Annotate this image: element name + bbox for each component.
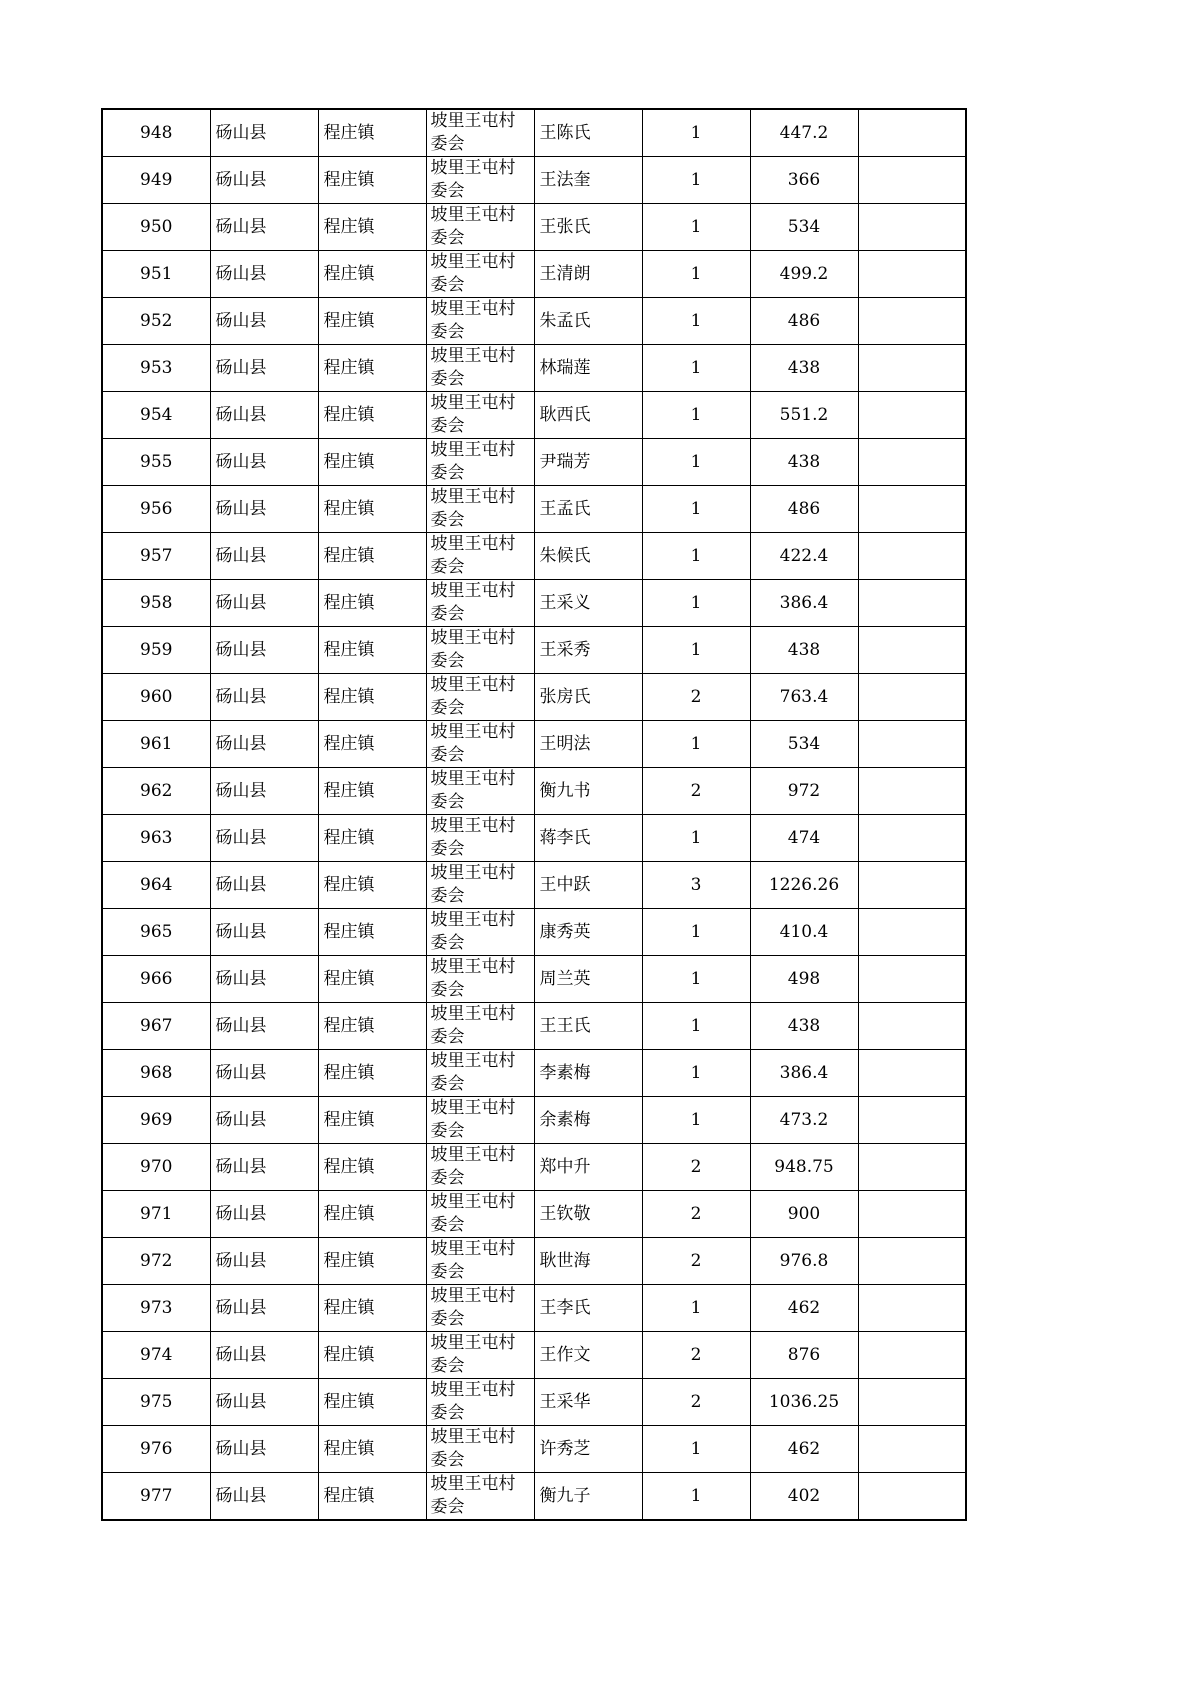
person-name-cell: 朱候氏: [534, 533, 642, 580]
town-cell: 程庄镇: [318, 580, 426, 627]
village-cell: 坡里王屯村委会: [426, 1003, 534, 1050]
person-name-cell: 王清朗: [534, 251, 642, 298]
row-number-cell: 954: [102, 392, 210, 439]
table-row: [102, 298, 966, 345]
village-cell: 坡里王屯村委会: [426, 345, 534, 392]
town-cell: 程庄镇: [318, 1285, 426, 1332]
amount-cell: 473.2: [750, 1097, 858, 1144]
amount-cell: 763.4: [750, 674, 858, 721]
remark-cell: [858, 204, 966, 251]
town-cell: 程庄镇: [318, 1144, 426, 1191]
village-cell: 坡里王屯村委会: [426, 1379, 534, 1426]
remark-cell: [858, 768, 966, 815]
person-name-cell: 王中跃: [534, 862, 642, 909]
row-number-cell: 962: [102, 768, 210, 815]
county-cell: 砀山县: [210, 1426, 318, 1473]
village-cell: 坡里王屯村委会: [426, 1191, 534, 1238]
row-number-cell: 953: [102, 345, 210, 392]
town-cell: 程庄镇: [318, 298, 426, 345]
town-cell: 程庄镇: [318, 674, 426, 721]
row-number-cell: 958: [102, 580, 210, 627]
remark-cell: [858, 1003, 966, 1050]
row-number-cell: 977: [102, 1473, 210, 1521]
town-cell: 程庄镇: [318, 1332, 426, 1379]
county-cell: 砀山县: [210, 157, 318, 204]
row-number-cell: 970: [102, 1144, 210, 1191]
remark-cell: [858, 721, 966, 768]
person-name-cell: 王王氏: [534, 1003, 642, 1050]
person-name-cell: 李素梅: [534, 1050, 642, 1097]
person-name-cell: 朱孟氏: [534, 298, 642, 345]
remark-cell: [858, 486, 966, 533]
village-cell: 坡里王屯村委会: [426, 1238, 534, 1285]
remark-cell: [858, 392, 966, 439]
person-name-cell: 王法奎: [534, 157, 642, 204]
town-cell: 程庄镇: [318, 533, 426, 580]
county-cell: 砀山县: [210, 1285, 318, 1332]
town-cell: 程庄镇: [318, 956, 426, 1003]
household-count-cell: 1: [642, 1097, 750, 1144]
person-name-cell: 王采华: [534, 1379, 642, 1426]
household-count-cell: 1: [642, 627, 750, 674]
household-count-cell: 1: [642, 956, 750, 1003]
person-name-cell: 林瑞莲: [534, 345, 642, 392]
household-count-cell: 1: [642, 157, 750, 204]
village-cell: 坡里王屯村委会: [426, 1332, 534, 1379]
amount-cell: 948.75: [750, 1144, 858, 1191]
row-number-cell: 969: [102, 1097, 210, 1144]
village-cell: 坡里王屯村委会: [426, 1426, 534, 1473]
household-count-cell: 2: [642, 768, 750, 815]
amount-cell: 900: [750, 1191, 858, 1238]
table-row: [102, 1473, 966, 1521]
remark-cell: [858, 1191, 966, 1238]
table-row: [102, 1191, 966, 1238]
town-cell: 程庄镇: [318, 862, 426, 909]
remark-cell: [858, 1426, 966, 1473]
amount-cell: 474: [750, 815, 858, 862]
person-name-cell: 王作文: [534, 1332, 642, 1379]
person-name-cell: 王明法: [534, 721, 642, 768]
row-number-cell: 975: [102, 1379, 210, 1426]
household-count-cell: 1: [642, 815, 750, 862]
row-number-cell: 960: [102, 674, 210, 721]
table-row: [102, 1426, 966, 1473]
amount-cell: 486: [750, 486, 858, 533]
household-count-cell: 1: [642, 580, 750, 627]
amount-cell: 486: [750, 298, 858, 345]
town-cell: 程庄镇: [318, 1473, 426, 1521]
remark-cell: [858, 1097, 966, 1144]
town-cell: 程庄镇: [318, 109, 426, 157]
village-cell: 坡里王屯村委会: [426, 1144, 534, 1191]
household-count-cell: 1: [642, 1285, 750, 1332]
village-cell: 坡里王屯村委会: [426, 109, 534, 157]
town-cell: 程庄镇: [318, 909, 426, 956]
town-cell: 程庄镇: [318, 1050, 426, 1097]
remark-cell: [858, 1238, 966, 1285]
village-cell: 坡里王屯村委会: [426, 204, 534, 251]
county-cell: 砀山县: [210, 345, 318, 392]
county-cell: 砀山县: [210, 815, 318, 862]
row-number-cell: 952: [102, 298, 210, 345]
county-cell: 砀山县: [210, 580, 318, 627]
table-row: [102, 909, 966, 956]
remark-cell: [858, 1332, 966, 1379]
amount-cell: 438: [750, 439, 858, 486]
table-row: [102, 1003, 966, 1050]
village-cell: 坡里王屯村委会: [426, 486, 534, 533]
table-row: [102, 1097, 966, 1144]
remark-cell: [858, 862, 966, 909]
row-number-cell: 974: [102, 1332, 210, 1379]
county-cell: 砀山县: [210, 1332, 318, 1379]
town-cell: 程庄镇: [318, 768, 426, 815]
village-cell: 坡里王屯村委会: [426, 1097, 534, 1144]
table-row: [102, 1238, 966, 1285]
table-row: [102, 251, 966, 298]
county-cell: 砀山县: [210, 298, 318, 345]
county-cell: 砀山县: [210, 533, 318, 580]
town-cell: 程庄镇: [318, 486, 426, 533]
amount-cell: 534: [750, 721, 858, 768]
village-cell: 坡里王屯村委会: [426, 768, 534, 815]
household-count-cell: 1: [642, 109, 750, 157]
village-cell: 坡里王屯村委会: [426, 956, 534, 1003]
county-cell: 砀山县: [210, 1144, 318, 1191]
person-name-cell: 许秀芝: [534, 1426, 642, 1473]
row-number-cell: 968: [102, 1050, 210, 1097]
household-count-cell: 1: [642, 298, 750, 345]
town-cell: 程庄镇: [318, 815, 426, 862]
household-count-cell: 1: [642, 345, 750, 392]
row-number-cell: 963: [102, 815, 210, 862]
amount-cell: 438: [750, 1003, 858, 1050]
table-row: [102, 1050, 966, 1097]
remark-cell: [858, 533, 966, 580]
remark-cell: [858, 157, 966, 204]
town-cell: 程庄镇: [318, 1238, 426, 1285]
row-number-cell: 949: [102, 157, 210, 204]
amount-cell: 438: [750, 345, 858, 392]
county-cell: 砀山县: [210, 1473, 318, 1521]
county-cell: 砀山县: [210, 1003, 318, 1050]
county-cell: 砀山县: [210, 392, 318, 439]
remark-cell: [858, 298, 966, 345]
household-count-cell: 2: [642, 674, 750, 721]
remark-cell: [858, 815, 966, 862]
village-cell: 坡里王屯村委会: [426, 909, 534, 956]
household-count-cell: 1: [642, 1473, 750, 1521]
table-row: [102, 1144, 966, 1191]
town-cell: 程庄镇: [318, 439, 426, 486]
amount-cell: 1036.25: [750, 1379, 858, 1426]
town-cell: 程庄镇: [318, 1191, 426, 1238]
row-number-cell: 973: [102, 1285, 210, 1332]
county-cell: 砀山县: [210, 204, 318, 251]
person-name-cell: 郑中升: [534, 1144, 642, 1191]
county-cell: 砀山县: [210, 1379, 318, 1426]
county-cell: 砀山县: [210, 909, 318, 956]
row-number-cell: 965: [102, 909, 210, 956]
row-number-cell: 972: [102, 1238, 210, 1285]
town-cell: 程庄镇: [318, 345, 426, 392]
table-row: [102, 1332, 966, 1379]
remark-cell: [858, 439, 966, 486]
village-cell: 坡里王屯村委会: [426, 721, 534, 768]
amount-cell: 386.4: [750, 1050, 858, 1097]
county-cell: 砀山县: [210, 486, 318, 533]
table-row: [102, 1379, 966, 1426]
county-cell: 砀山县: [210, 1238, 318, 1285]
village-cell: 坡里王屯村委会: [426, 439, 534, 486]
remark-cell: [858, 109, 966, 157]
household-count-cell: 1: [642, 1426, 750, 1473]
person-name-cell: 余素梅: [534, 1097, 642, 1144]
household-count-cell: 2: [642, 1332, 750, 1379]
remark-cell: [858, 1285, 966, 1332]
table-row: [102, 1285, 966, 1332]
county-cell: 砀山县: [210, 439, 318, 486]
remark-cell: [858, 251, 966, 298]
town-cell: 程庄镇: [318, 627, 426, 674]
amount-cell: 402: [750, 1473, 858, 1521]
table-row: [102, 768, 966, 815]
person-name-cell: 衡九子: [534, 1473, 642, 1521]
amount-cell: 551.2: [750, 392, 858, 439]
village-cell: 坡里王屯村委会: [426, 298, 534, 345]
row-number-cell: 950: [102, 204, 210, 251]
town-cell: 程庄镇: [318, 392, 426, 439]
amount-cell: 876: [750, 1332, 858, 1379]
village-cell: 坡里王屯村委会: [426, 580, 534, 627]
household-count-cell: 1: [642, 721, 750, 768]
amount-cell: 976.8: [750, 1238, 858, 1285]
village-cell: 坡里王屯村委会: [426, 1473, 534, 1521]
amount-cell: 972: [750, 768, 858, 815]
amount-cell: 499.2: [750, 251, 858, 298]
person-name-cell: 衡九书: [534, 768, 642, 815]
town-cell: 程庄镇: [318, 1426, 426, 1473]
county-cell: 砀山县: [210, 1191, 318, 1238]
household-count-cell: 2: [642, 1379, 750, 1426]
person-name-cell: 蒋李氏: [534, 815, 642, 862]
town-cell: 程庄镇: [318, 1379, 426, 1426]
amount-cell: 438: [750, 627, 858, 674]
amount-cell: 462: [750, 1285, 858, 1332]
table-row: [102, 674, 966, 721]
person-name-cell: 耿西氏: [534, 392, 642, 439]
remark-cell: [858, 345, 966, 392]
table-row: [102, 533, 966, 580]
table-row: [102, 204, 966, 251]
person-name-cell: 王陈氏: [534, 109, 642, 157]
table-row: [102, 721, 966, 768]
village-cell: 坡里王屯村委会: [426, 533, 534, 580]
row-number-cell: 948: [102, 109, 210, 157]
household-count-cell: 1: [642, 1003, 750, 1050]
table-row: [102, 109, 966, 157]
table-row: [102, 862, 966, 909]
county-cell: 砀山县: [210, 109, 318, 157]
village-cell: 坡里王屯村委会: [426, 627, 534, 674]
household-count-cell: 3: [642, 862, 750, 909]
row-number-cell: 971: [102, 1191, 210, 1238]
village-cell: 坡里王屯村委会: [426, 862, 534, 909]
person-name-cell: 尹瑞芳: [534, 439, 642, 486]
table-body: [102, 109, 966, 1520]
county-cell: 砀山县: [210, 251, 318, 298]
remark-cell: [858, 909, 966, 956]
county-cell: 砀山县: [210, 1097, 318, 1144]
row-number-cell: 967: [102, 1003, 210, 1050]
table-row: [102, 486, 966, 533]
remark-cell: [858, 580, 966, 627]
amount-cell: 447.2: [750, 109, 858, 157]
household-count-cell: 1: [642, 909, 750, 956]
remark-cell: [858, 1144, 966, 1191]
amount-cell: 498: [750, 956, 858, 1003]
county-cell: 砀山县: [210, 768, 318, 815]
remark-cell: [858, 627, 966, 674]
person-name-cell: 耿世海: [534, 1238, 642, 1285]
row-number-cell: 964: [102, 862, 210, 909]
remark-cell: [858, 674, 966, 721]
person-name-cell: 张房氏: [534, 674, 642, 721]
person-name-cell: 王李氏: [534, 1285, 642, 1332]
village-cell: 坡里王屯村委会: [426, 251, 534, 298]
county-cell: 砀山县: [210, 862, 318, 909]
county-cell: 砀山县: [210, 1050, 318, 1097]
village-cell: 坡里王屯村委会: [426, 815, 534, 862]
remark-cell: [858, 1473, 966, 1521]
remark-cell: [858, 1379, 966, 1426]
amount-cell: 410.4: [750, 909, 858, 956]
row-number-cell: 956: [102, 486, 210, 533]
row-number-cell: 955: [102, 439, 210, 486]
village-cell: 坡里王屯村委会: [426, 674, 534, 721]
amount-cell: 462: [750, 1426, 858, 1473]
table-row: [102, 580, 966, 627]
town-cell: 程庄镇: [318, 721, 426, 768]
table-row: [102, 439, 966, 486]
table-row: [102, 345, 966, 392]
household-count-cell: 1: [642, 251, 750, 298]
amount-cell: 366: [750, 157, 858, 204]
person-name-cell: 周兰英: [534, 956, 642, 1003]
village-cell: 坡里王屯村委会: [426, 392, 534, 439]
county-cell: 砀山县: [210, 627, 318, 674]
household-count-cell: 2: [642, 1144, 750, 1191]
county-cell: 砀山县: [210, 721, 318, 768]
town-cell: 程庄镇: [318, 251, 426, 298]
row-number-cell: 961: [102, 721, 210, 768]
amount-cell: 422.4: [750, 533, 858, 580]
village-cell: 坡里王屯村委会: [426, 157, 534, 204]
table-row: [102, 956, 966, 1003]
table-row: [102, 627, 966, 674]
household-count-cell: 1: [642, 1050, 750, 1097]
amount-cell: 534: [750, 204, 858, 251]
county-cell: 砀山县: [210, 956, 318, 1003]
table-row: [102, 157, 966, 204]
table-row: [102, 392, 966, 439]
row-number-cell: 951: [102, 251, 210, 298]
table-row: [102, 815, 966, 862]
remark-cell: [858, 956, 966, 1003]
amount-cell: 386.4: [750, 580, 858, 627]
amount-cell: 1226.26: [750, 862, 858, 909]
village-cell: 坡里王屯村委会: [426, 1050, 534, 1097]
person-name-cell: 康秀英: [534, 909, 642, 956]
household-count-cell: 1: [642, 204, 750, 251]
town-cell: 程庄镇: [318, 1097, 426, 1144]
remark-cell: [858, 1050, 966, 1097]
household-count-cell: 2: [642, 1238, 750, 1285]
town-cell: 程庄镇: [318, 157, 426, 204]
person-name-cell: 王采秀: [534, 627, 642, 674]
village-cell: 坡里王屯村委会: [426, 1285, 534, 1332]
row-number-cell: 959: [102, 627, 210, 674]
household-count-cell: 1: [642, 533, 750, 580]
county-cell: 砀山县: [210, 674, 318, 721]
person-name-cell: 王钦敬: [534, 1191, 642, 1238]
household-count-cell: 1: [642, 486, 750, 533]
household-count-cell: 2: [642, 1191, 750, 1238]
roster-table: [101, 108, 967, 1521]
town-cell: 程庄镇: [318, 1003, 426, 1050]
household-count-cell: 1: [642, 439, 750, 486]
town-cell: 程庄镇: [318, 204, 426, 251]
row-number-cell: 976: [102, 1426, 210, 1473]
person-name-cell: 王孟氏: [534, 486, 642, 533]
person-name-cell: 王张氏: [534, 204, 642, 251]
person-name-cell: 王采义: [534, 580, 642, 627]
household-count-cell: 1: [642, 392, 750, 439]
row-number-cell: 957: [102, 533, 210, 580]
row-number-cell: 966: [102, 956, 210, 1003]
